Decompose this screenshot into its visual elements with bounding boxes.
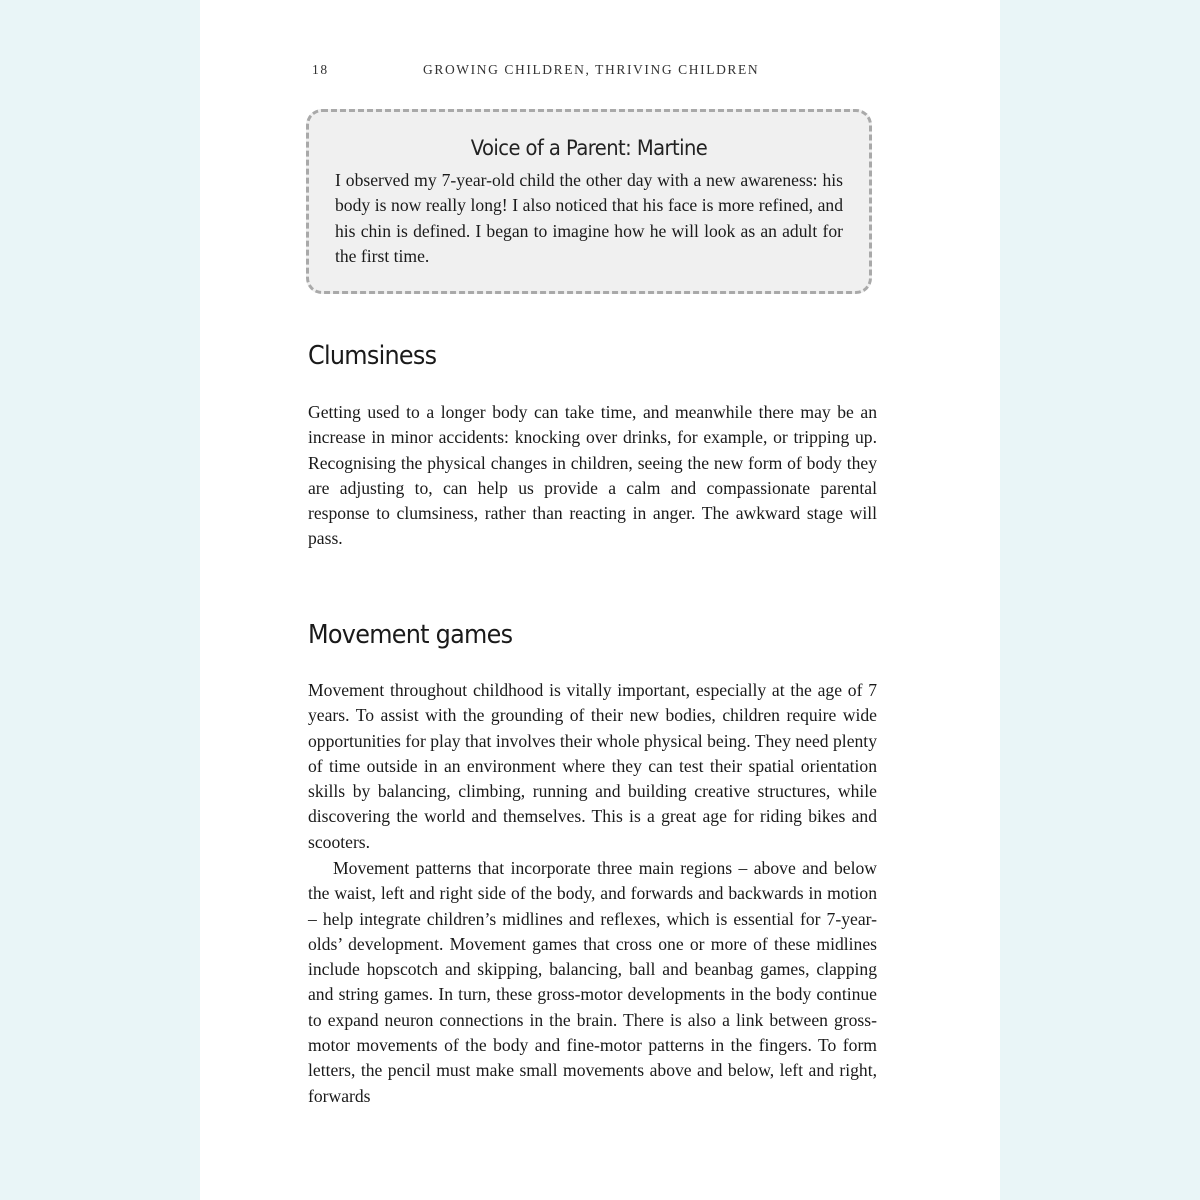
movement-paragraph-2: Movement patterns that incorporate three main regions – above and below the waist, left and right side of the body, and forwards and backwards in motion – help integrate children’s midlines and reflexes, which is essential for 7-year-olds’ development. Movement games that cross one or more of these midlines include hopscotch and skipping, balancing, ball and beanbag games, clapping and string games. In turn, these gross-motor developments in the body continue to expand neuron connections in the brain. There is also a link between gross-motor movements of the body and fine-motor patterns in the fingers. To form letters, the pencil must make small movements above and below, left and right, forwards	[308, 858, 877, 1106]
running-head-title: GROWING CHILDREN, THRIVING CHILDREN	[423, 62, 760, 77]
movement-paragraph-1: Movement throughout childhood is vitally important, especially at the age of 7 years. To assist with the grounding of their new bodies, children require wide opportunities for play that involves their whole physical being. They need plenty of time outside in an environment where they can test their spatial orientation skills by balancing, climbing, running and building creative structures, while discovering the world and themselves. This is a great age for riding bikes and scooters.	[308, 680, 877, 852]
book-page	[200, 0, 1000, 1200]
parent-voice-text: I observed my 7-year-old child the other day with a new awareness: his body is now really long! I also noticed that his face is more refined, and his chin is defined. I began to imagine how he will look as an adult for the first time.	[335, 170, 843, 266]
clumsiness-paragraph: Getting used to a longer body can take time, and meanwhile there may be an increase in minor accidents: knocking over drinks, for example, or tripping up. Recognising the physical changes in children, seeing the new form of body they are adjusting to, can help us provide a calm and compassionate parental response to clumsiness, rather than reacting in anger. The awkward stage will pass.	[308, 402, 877, 549]
parent-voice-title: Voice of a Parent: Martine	[470, 136, 708, 160]
section-heading-clumsiness: Clumsiness	[308, 341, 437, 371]
page-number: 18	[312, 62, 329, 77]
section-heading-movement-games: Movement games	[308, 620, 513, 650]
parent-voice-box	[306, 109, 872, 294]
running-head	[312, 62, 878, 82]
